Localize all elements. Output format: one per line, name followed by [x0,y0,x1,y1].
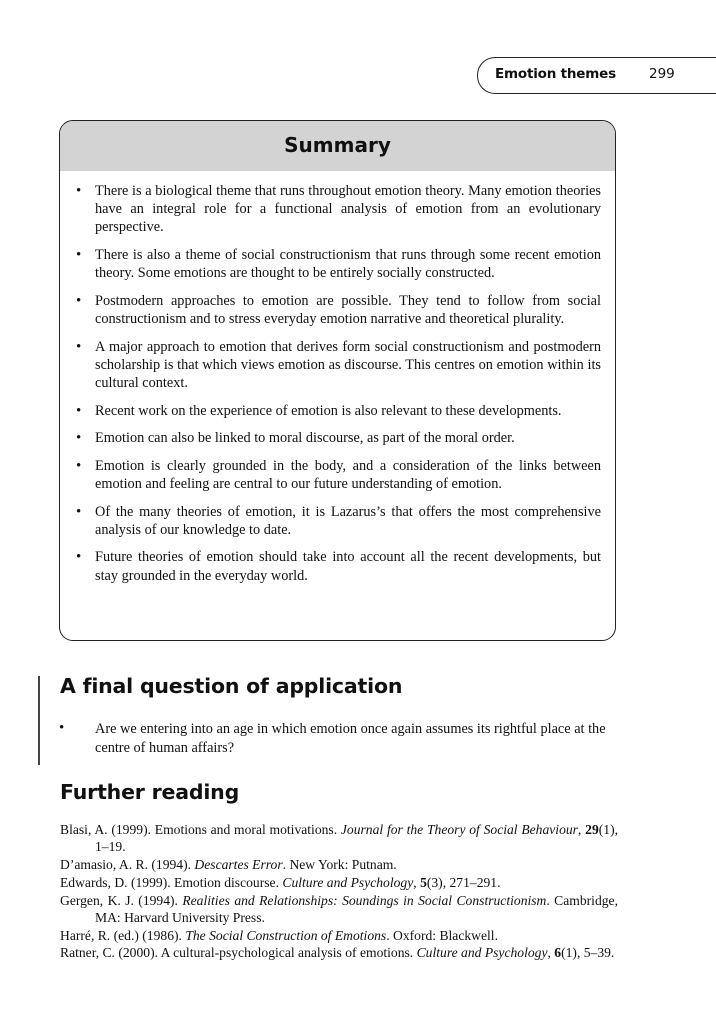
summary-list [60,171,615,585]
summary-item: • There is also a theme of social constructionism that runs through some recent emotion theory. Some emotions are thought to be entirely socially constructed. [95,246,601,282]
summary-item: • A major approach to emotion that derives form social constructionism and postmodern scholarship is that which views emotion as discourse. This centres on emotion within its cultural context. [95,338,601,393]
summary-item: • There is a biological theme that runs throughout emotion theory. Many emotion theories have an integral role for a functional analysis of emotion from an evolutionary perspective. [95,182,601,237]
summary-box [59,120,616,641]
page-number: 299 [649,66,675,82]
running-header-title: Emotion themes [495,66,616,82]
further-reading-heading: Further reading [60,780,240,804]
reference-item: Blasi, A. (1999). Emotions and moral motivations. Journal for the Theory of Social Behaviour, 29(1), 1–19. [60,822,618,855]
margin-rule [38,676,40,765]
reference-item: Ratner, C. (2000). A cultural-psychological analysis of emotions. Culture and Psychology, 6(1), 5–39. [60,945,615,961]
summary-item: • Recent work on the experience of emotion is also relevant to these developments. [95,402,601,420]
application-heading: A final question of application [60,674,403,698]
summary-item: • Future theories of emotion should take into account all the recent developments, but stay grounded in the everyday world. [95,548,601,584]
reference-item: Edwards, D. (1999). Emotion discourse. Culture and Psychology, 5(3), 271–291. [60,874,501,890]
summary-item: • Postmodern approaches to emotion are possible. They tend to follow from social constructionism and to stress everyday emotion narrative and theoretical plurality. [95,292,601,328]
reference-item: Gergen, K. J. (1994). Realities and Relationships: Soundings in Social Constructionism. Cambridge, MA: Harvard University Press. [60,892,618,925]
bullet-icon: • [59,720,65,736]
reference-item: D’amasio, A. R. (1994). Descartes Error. New York: Putnam. [60,857,397,872]
summary-item: • Of the many theories of emotion, it is Lazarus’s that offers the most comprehensive analysis of our knowledge to date. [95,503,601,539]
summary-item: • Emotion can also be linked to moral discourse, as part of the moral order. [95,429,601,447]
reference-list [60,821,618,962]
summary-title: Summary [284,133,391,157]
reference-item: Harré, R. (ed.) (1986). The Social Construction of Emotions. Oxford: Blackwell. [60,927,498,943]
application-question: Are we entering into an age in which emotion once again assumes its rightful place at the centre of human affairs? [95,721,606,756]
summary-item: • Emotion is clearly grounded in the body, and a consideration of the links between emotion and feeling are central to our future understanding of emotion. [95,457,601,493]
summary-header [60,121,615,171]
